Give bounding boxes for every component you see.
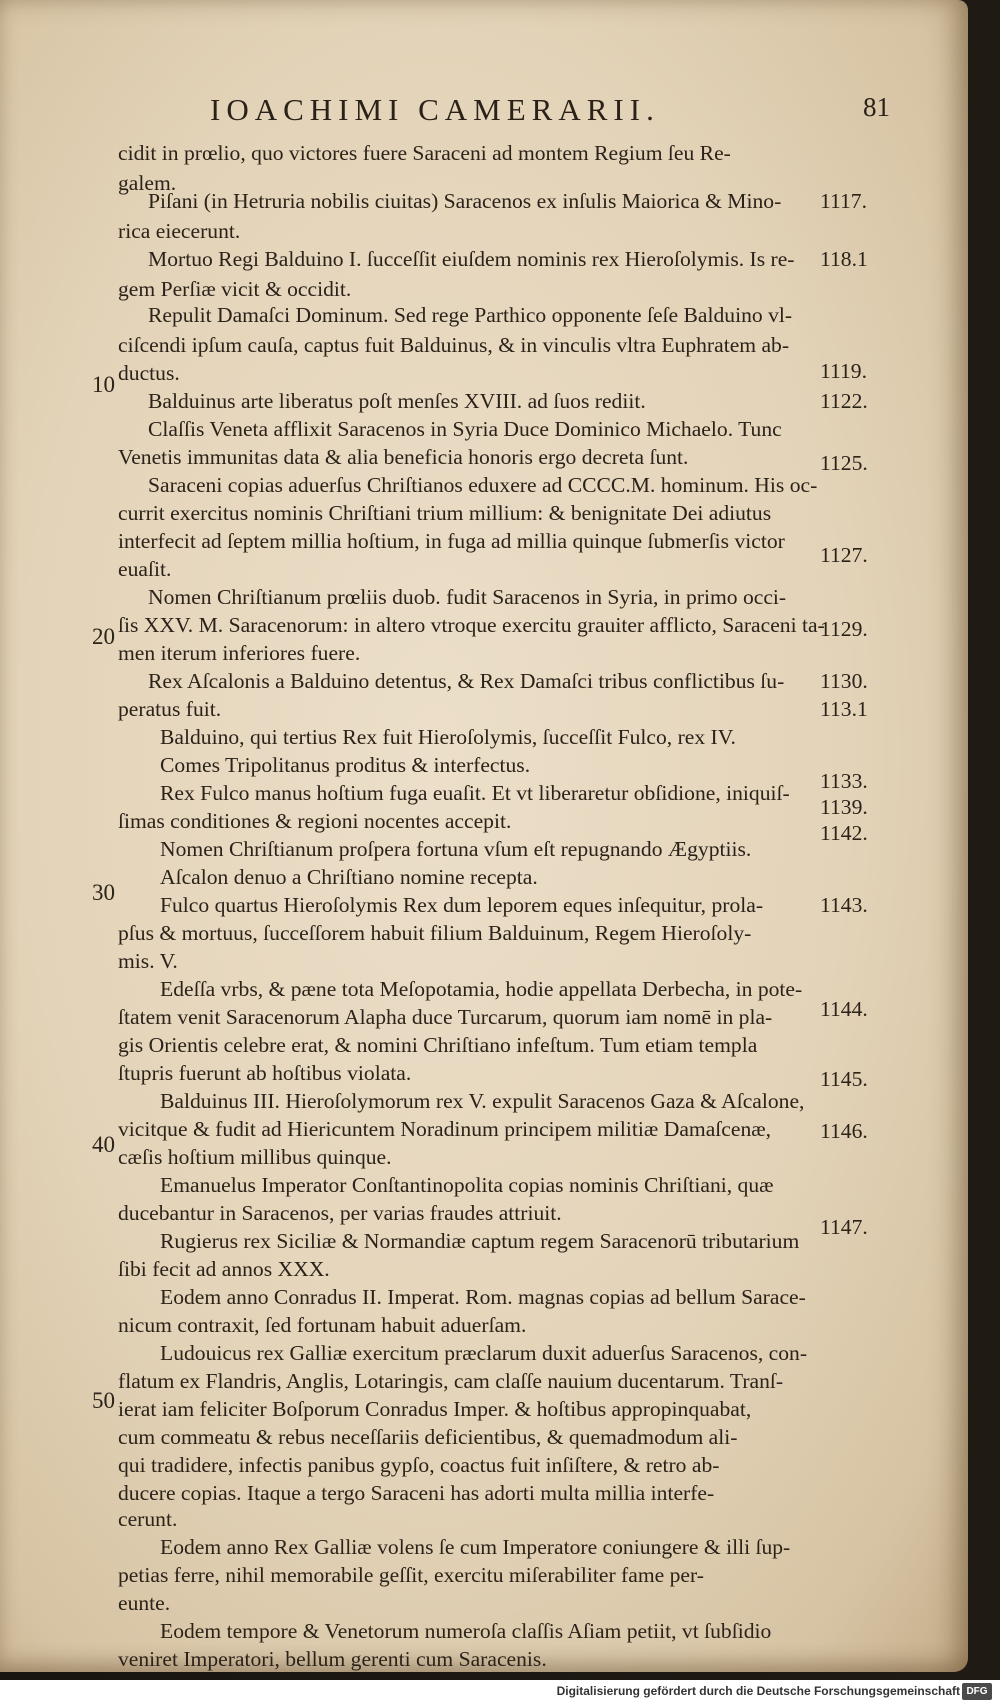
text-line: Edeſſa vrbs, & pæne tota Meſopotamia, hodie appellata Derbecha, in pote-: [160, 977, 803, 1001]
text-line: ſis XXV. M. Saracenorum: in altero vtroque exercitu grauiter afflicto, Saraceni ta-: [118, 613, 825, 637]
margin-year: 1144.: [820, 997, 868, 1021]
text-line: Fulco quartus Hieroſolymis Rex dum leporem eques inſequitur, prola-: [160, 893, 764, 917]
margin-year: 1133.: [820, 769, 868, 793]
text-line: ierat iam feliciter Boſporum Conradus Imper. & hoſtibus appropinquabat,: [118, 1397, 752, 1421]
text-line: Eodem tempore & Venetorum numeroſa claſſis Aſiam petiit, vt ſubſidio: [160, 1619, 772, 1643]
text-line: men iterum inferiores fuere.: [118, 641, 361, 665]
footer-credit: Digitalisierung gefördert durch die Deutsche Forschungsgemeinschaft: [556, 1684, 960, 1698]
text-line: cidit in prœlio, quo victores fuere Saraceni ad montem Regium ſeu Re-: [118, 141, 731, 165]
text-line: mis. V.: [118, 949, 178, 973]
text-line: Nomen Chriſtianum prœliis duob. fudit Saracenos in Syria, in primo occi-: [148, 585, 787, 609]
text-line: Claſſis Veneta afflixit Saracenos in Syria Duce Dominico Michaelo. Tunc: [148, 417, 782, 441]
text-line: gem Perſiæ vicit & occidit.: [118, 277, 352, 301]
text-line: ſibi fecit ad annos XXX.: [118, 1257, 330, 1281]
text-line: ducebantur in Saracenos, per varias fraudes attriuit.: [118, 1201, 562, 1225]
text-line: ſtupris fuerunt ab hoſtibus violata.: [118, 1061, 412, 1085]
text-line: qui tradidere, infectis panibus gypſo, coactus fuit inſiſtere, & retro ab-: [118, 1453, 720, 1477]
line-number: 50: [92, 1388, 115, 1413]
footer-bar: [0, 1680, 1000, 1704]
text-line: galem.: [118, 171, 177, 195]
text-line: Balduino, qui tertius Rex fuit Hieroſolymis, ſucceſſit Fulco, rex IV.: [160, 725, 736, 749]
text-line: Rex Fulco manus hoſtium fuga euaſit. Et vt liberaretur obſidione, iniquiſ-: [160, 781, 790, 805]
text-line: Comes Tripolitanus proditus & interfectus.: [160, 753, 531, 777]
margin-year: 1147.: [820, 1215, 868, 1239]
text-line: flatum ex Flandris, Anglis, Lotaringis, cam claſſe nauium ducentarum. Tranſ-: [118, 1369, 784, 1393]
text-line: cæſis hoſtium millibus quinque.: [118, 1145, 392, 1169]
text-line: Nomen Chriſtianum proſpera fortuna vſum eſt repugnando Ægyptiis.: [160, 837, 752, 861]
margin-year: 1139.: [820, 795, 868, 819]
text-line: Piſani (in Hetruria nobilis ciuitas) Saracenos ex inſulis Maiorica & Mino-: [148, 189, 782, 213]
text-line: gis Orientis celebre erat, & nomini Chriſtiano infeſtum. Tum etiam templa: [118, 1033, 758, 1057]
text-line: Rugierus rex Siciliæ & Normandiæ captum regem Saracenorū tributarium: [160, 1229, 800, 1253]
margin-year: 1142.: [820, 821, 868, 845]
line-number: 40: [92, 1132, 115, 1157]
text-line: nicum contraxit, ſed fortunam habuit aduerſam.: [118, 1313, 527, 1337]
margin-year: 118.1: [820, 247, 868, 271]
margin-year: 1125.: [820, 451, 868, 475]
margin-year: 1145.: [820, 1067, 868, 1091]
page-number: 81: [863, 92, 890, 122]
text-line: peratus fuit.: [118, 697, 222, 721]
text-line: interfecit ad ſeptem millia hoſtium, in fuga ad millia quinque ſubmerſis victor: [118, 529, 785, 553]
text-line: Balduinus III. Hieroſolymorum rex V. expulit Saracenos Gaza & Aſcalone,: [160, 1089, 805, 1113]
text-line: Ludouicus rex Galliæ exercitum præclarum duxit aduerſus Saracenos, con-: [160, 1341, 808, 1365]
text-line: ciſcendi ipſum cauſa, captus fuit Balduinus, & in vinculis vltra Euphratem ab-: [118, 333, 790, 357]
margin-year: 1130.: [820, 669, 868, 693]
margin-year: 113.1: [820, 697, 868, 721]
text-line: cum commeatu & rebus neceſſariis deficientibus, & quemadmodum ali-: [118, 1425, 738, 1449]
text-line: petias ferre, nihil memorabile geſſit, exercitu miſerabiliter fame per-: [118, 1563, 704, 1587]
text-line: currit exercitus nominis Chriſtiani trium millium: & benignitate Dei adiutus: [118, 501, 772, 525]
margin-year: 1122.: [820, 389, 868, 413]
line-number: 20: [92, 624, 115, 649]
running-title: IOACHIMI CAMERARII.: [210, 92, 660, 127]
text-line: Eodem anno Rex Galliæ volens ſe cum Imperatore coniungere & illi ſup-: [160, 1535, 791, 1559]
text-line: Balduinus arte liberatus poſt menſes XVIII. ad ſuos rediit.: [148, 389, 646, 413]
text-line: rica eiecerunt.: [118, 219, 241, 243]
text-line: pſus & mortuus, ſucceſſorem habuit filium Balduinum, Regem Hieroſoly-: [118, 921, 752, 945]
text-line: Aſcalon denuo a Chriſtiano nomine recepta.: [160, 865, 538, 889]
text-line: euaſit.: [118, 557, 172, 581]
text-line: ſtatem venit Saracenorum Alapha duce Turcarum, quorum iam nomē in pla-: [118, 1005, 773, 1029]
text-line: Venetis immunitas data & alia beneficia honoris ergo decreta ſunt.: [118, 445, 689, 469]
text-line: Eodem anno Conradus II. Imperat. Rom. magnas copias ad bellum Sarace-: [160, 1285, 806, 1309]
line-number: 10: [92, 372, 115, 397]
text-line: Mortuo Regi Balduino I. ſucceſſit eiuſdem nominis rex Hieroſolymis. Is re-: [148, 247, 795, 271]
text-line: ducere copias. Itaque a tergo Saraceni has adorti multa millia interfe-: [118, 1481, 715, 1505]
margin-year: 1146.: [820, 1119, 868, 1143]
text-line: veniret Imperatori, bellum gerenti cum Saracenis.: [118, 1647, 547, 1671]
line-number: 30: [92, 880, 115, 905]
text-line: Repulit Damaſci Dominum. Sed rege Parthico opponente ſeſe Balduino vl-: [148, 303, 793, 327]
text-line: ſimas conditiones & regioni nocentes accepit.: [118, 809, 512, 833]
margin-year: 1129.: [820, 617, 868, 641]
text-line: Rex Aſcalonis a Balduino detentus, & Rex Damaſci tribus conflictibus ſu-: [148, 669, 785, 693]
margin-year: 1143.: [820, 893, 868, 917]
text-line: Saraceni copias aduerſus Chriſtianos eduxere ad CCCC.M. hominum. His oc-: [148, 473, 818, 497]
text-line: vicitque & fudit ad Hiericuntem Noradinum principem militiæ Damaſcenæ,: [118, 1117, 772, 1141]
margin-year: 1119.: [820, 359, 867, 383]
text-line: ductus.: [118, 361, 180, 385]
text-line: cerunt.: [118, 1507, 178, 1531]
margin-year: 1127.: [820, 543, 868, 567]
text-line: eunte.: [118, 1591, 171, 1615]
dfg-logo: DFG: [962, 1683, 992, 1700]
text-line: Emanuelus Imperator Conſtantinopolita copias nominis Chriſtiani, quæ: [160, 1173, 774, 1197]
margin-year: 1117.: [820, 189, 867, 213]
